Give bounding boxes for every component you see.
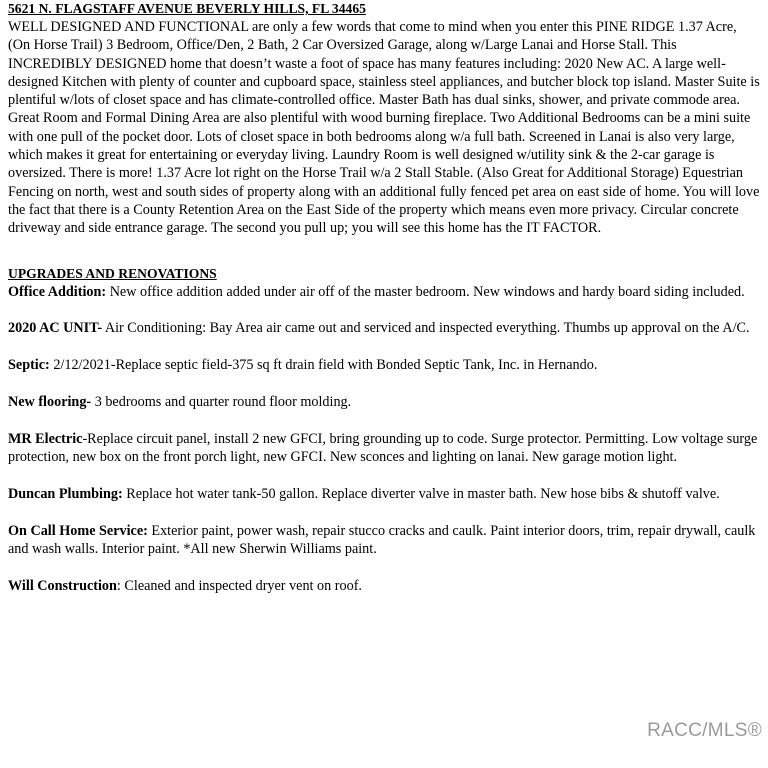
document-page: [8, 0, 760, 614]
upgrade-label: Office Addition:: [8, 283, 107, 300]
upgrade-text: Exterior paint, power wash, repair stucco cracks and caulk. Paint interior doors, trim, repair drywall, caulk and wash walls. Interior paint. *All new Sherwin Williams paint.: [8, 522, 756, 557]
address-heading: 5621 N. FLAGSTAFF AVENUE BEVERLY HILLS, FL 34465: [8, 1, 366, 16]
upgrade-label: Septic:: [8, 357, 50, 374]
upgrade-item-will-construction: [8, 577, 760, 595]
upgrade-text: -Replace circuit panel, install 2 new GFCI, bring grounding up to code. Surge protector. Permitting. Low voltage surge protection, new box on the front porch light, new GFCI. New sconces and lighting on lanai. New garage motion light.: [8, 430, 758, 466]
upgrade-label: Will Construction: [8, 577, 117, 594]
upgrade-item-on-call-home-service: [8, 522, 760, 559]
upgrades-list: [8, 283, 760, 595]
upgrade-item-ac-unit: [8, 319, 760, 337]
property-description: WELL DESIGNED AND FUNCTIONAL are only a few words that come to mind when you enter this PINE RIDGE 1.37 Acre, (On Horse Trail) 3 Bedroom, Office/Den, 2 Bath, 2 Car Oversized Garage, along w/Large Lanai and Horse Stall. This INCREDIBLY DESIGNED home that doesn’t waste a foot of space has many features including: 2020 New AC. A large well-designed Kitchen with plenty of counter and cupboard space, stainless steel appliances, and butcher block top island. Master Suite is plentiful w/lots of closet space and has climate-controlled office. Master Bath has dual sinks, shower, and private commode area. Great Room and Formal Dining Area are also plentiful with wood burning fireplace. Two Additional Bedrooms can be a mini suite with one pull of the pocket door. Lots of closet space in both bedrooms along w/a full bath. Screened in Lanai is also very large, which makes it great for entertaining or everyday living. Laundry Room is well designed w/utility sink & the 2-car garage is oversized. There is more! 1.37 Acre lot right on the Horse Trail w/a 2 Stall Stable. (Also Great for Additional Storage) Equestrian Fencing on north, west and south sides of property along with an additional fully fenced pet area on east side of home. You will love the fact that there is a County Retention Area on the East Side of the property which means even more privacy. Circular concrete driveway and side entrance garage. The second you pull up; you will see this home has the IT FACTOR.: [8, 19, 760, 237]
upgrade-text: : Cleaned and inspected dryer vent on roof.: [116, 577, 362, 594]
upgrade-label: 2020 AC UNIT-: [8, 320, 103, 337]
upgrade-text: New office addition added under air off of the master bedroom. New windows and hardy board siding included.: [106, 283, 745, 300]
upgrade-item-office-addition: [8, 283, 760, 301]
upgrade-text: 2/12/2021-Replace septic field-375 sq ft drain field with Bonded Septic Tank, Inc. in Hernando.: [49, 357, 598, 374]
upgrade-item-septic: [8, 356, 760, 374]
upgrades-heading: UPGRADES AND RENOVATIONS: [8, 265, 217, 281]
upgrade-label: MR Electric: [8, 430, 83, 447]
upgrade-label: New flooring-: [8, 393, 92, 410]
mls-watermark: RACC/MLS®: [647, 720, 762, 741]
upgrade-item-new-flooring: [8, 393, 760, 411]
upgrade-item-duncan-plumbing: [8, 485, 760, 503]
upgrade-text: Air Conditioning: Bay Area air came out and serviced and inspected everything. Thumbs up approval on the A/C.: [102, 320, 750, 337]
upgrade-item-mr-electric: [8, 430, 760, 467]
upgrade-text: Replace hot water tank-50 gallon. Replace diverter valve in master bath. New hose bibs & shutoff valve.: [122, 485, 720, 502]
upgrade-label: Duncan Plumbing:: [8, 485, 123, 502]
upgrade-label: On Call Home Service:: [8, 522, 148, 539]
upgrade-text: 3 bedrooms and quarter round floor molding.: [91, 393, 352, 410]
